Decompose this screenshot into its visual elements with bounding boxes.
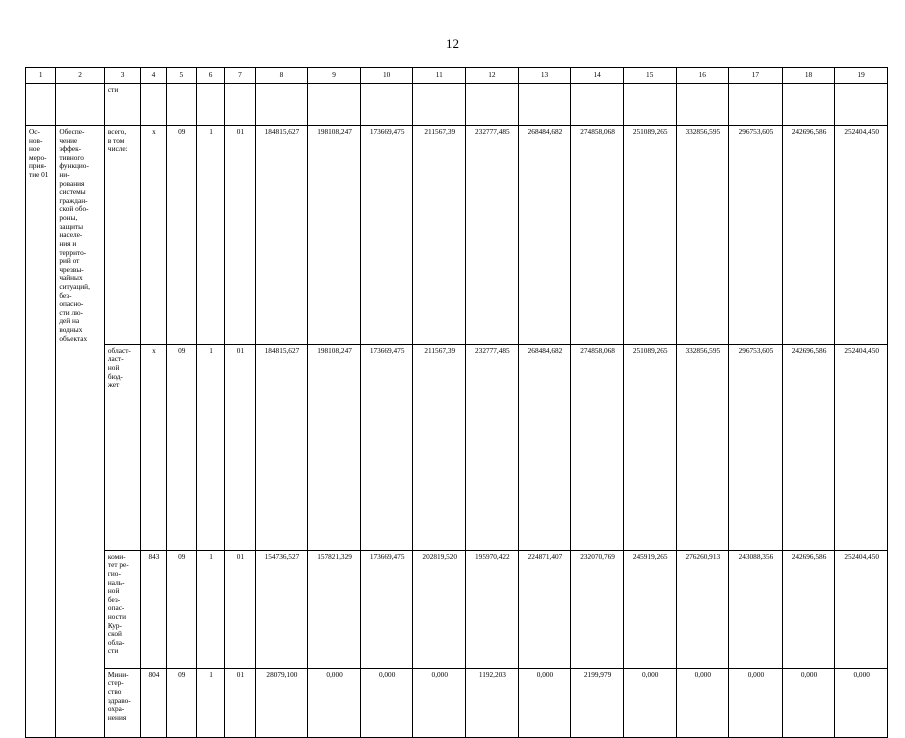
value-cell: 245919,265 bbox=[623, 550, 676, 668]
table-left-edge bbox=[25, 590, 26, 640]
value-cell: 268484,682 bbox=[518, 126, 571, 345]
value-cell: 184815,627 bbox=[255, 344, 308, 550]
table-cell bbox=[676, 84, 729, 126]
table-cell bbox=[308, 84, 361, 126]
grbs-code: x bbox=[141, 126, 166, 345]
value-cell: 154736,527 bbox=[255, 550, 308, 668]
table-cell bbox=[225, 84, 255, 126]
table-header-row bbox=[26, 68, 888, 84]
column-header: 12 bbox=[466, 68, 519, 84]
value-cell: 173669,475 bbox=[360, 550, 413, 668]
grbs-code: 843 bbox=[141, 550, 166, 668]
value-cell: 198108,247 bbox=[308, 126, 361, 345]
value-cell: 276260,913 bbox=[676, 550, 729, 668]
value-cell: 0,000 bbox=[518, 668, 571, 737]
column-header: 1 bbox=[26, 68, 56, 84]
value-cell: 251089,265 bbox=[623, 344, 676, 550]
value-cell: 296753,605 bbox=[729, 344, 783, 550]
value-cell: 242696,586 bbox=[782, 344, 835, 550]
value-cell: 184815,627 bbox=[255, 126, 308, 345]
value-cell: 0,000 bbox=[413, 668, 466, 737]
column-header: 14 bbox=[571, 68, 624, 84]
table-cell bbox=[835, 84, 888, 126]
value-cell: 211567,39 bbox=[413, 344, 466, 550]
column-header: 2 bbox=[56, 68, 105, 84]
value-cell: 202819,520 bbox=[413, 550, 466, 668]
value-cell: 242696,586 bbox=[782, 126, 835, 345]
value-cell: 274858,068 bbox=[571, 344, 624, 550]
column-header: 15 bbox=[623, 68, 676, 84]
table-row bbox=[26, 550, 888, 668]
value-cell: 232777,485 bbox=[466, 126, 519, 345]
row-label: всего, в том числе: bbox=[104, 126, 140, 345]
section-code: 09 bbox=[166, 344, 196, 550]
value-cell: 332856,595 bbox=[676, 126, 729, 345]
value-cell: 0,000 bbox=[676, 668, 729, 737]
table-cell bbox=[571, 84, 624, 126]
value-cell: 0,000 bbox=[835, 668, 888, 737]
table-cell bbox=[56, 550, 105, 668]
column-header: 4 bbox=[141, 68, 166, 84]
column-header: 11 bbox=[413, 68, 466, 84]
table-cell bbox=[782, 84, 835, 126]
table-cell bbox=[196, 84, 224, 126]
table-cell bbox=[56, 84, 105, 126]
grbs-code: 804 bbox=[141, 668, 166, 737]
table-cell bbox=[623, 84, 676, 126]
table-cell bbox=[729, 84, 783, 126]
value-cell: 274858,068 bbox=[571, 126, 624, 345]
table-cell bbox=[56, 668, 105, 737]
value-cell: 0,000 bbox=[308, 668, 361, 737]
subsection-code: 1 bbox=[196, 668, 224, 737]
value-cell: 243088,356 bbox=[729, 550, 783, 668]
value-cell: 0,000 bbox=[623, 668, 676, 737]
table-row bbox=[26, 126, 888, 345]
value-cell: 1192,203 bbox=[466, 668, 519, 737]
value-cell: 198108,247 bbox=[308, 344, 361, 550]
value-cell: 252404,450 bbox=[835, 126, 888, 345]
table-row bbox=[26, 344, 888, 550]
program-code: 01 bbox=[225, 550, 255, 668]
column-header: 7 bbox=[225, 68, 255, 84]
value-cell: 268484,682 bbox=[518, 344, 571, 550]
value-cell: 28079,100 bbox=[255, 668, 308, 737]
continuation-text: сти bbox=[104, 84, 140, 126]
table-cell bbox=[255, 84, 308, 126]
column-header: 13 bbox=[518, 68, 571, 84]
column-header: 17 bbox=[729, 68, 783, 84]
value-cell: 232777,485 bbox=[466, 344, 519, 550]
table-cell bbox=[466, 84, 519, 126]
column-header: 18 bbox=[782, 68, 835, 84]
section-code: 09 bbox=[166, 668, 196, 737]
column-header: 5 bbox=[166, 68, 196, 84]
value-cell: 252404,450 bbox=[835, 550, 888, 668]
budget-table bbox=[25, 67, 888, 738]
row-label: Мини- стер- ство здраво- охра- нения bbox=[104, 668, 140, 737]
value-cell: 224871,407 bbox=[518, 550, 571, 668]
value-cell: 157821,329 bbox=[308, 550, 361, 668]
value-cell: 252404,450 bbox=[835, 344, 888, 550]
value-cell: 211567,39 bbox=[413, 126, 466, 345]
grbs-code: x bbox=[141, 344, 166, 550]
value-cell: 195970,422 bbox=[466, 550, 519, 668]
column-header: 10 bbox=[360, 68, 413, 84]
table-row bbox=[26, 668, 888, 737]
value-cell: 2199,979 bbox=[571, 668, 624, 737]
program-code: 01 bbox=[225, 668, 255, 737]
value-cell: 251089,265 bbox=[623, 126, 676, 345]
table-cell bbox=[26, 84, 56, 126]
value-cell: 296753,605 bbox=[729, 126, 783, 345]
subsection-code: 1 bbox=[196, 550, 224, 668]
activity-description: Обеспе- чение эффек- тивного функцио- ни- рования системы граждан- ской обо- роны, защиты населе- ния и террито- рий от чрезвы- чайных ситуаций, без- опасно- сти лю- дей на водных объектах bbox=[56, 126, 105, 345]
value-cell: 0,000 bbox=[782, 668, 835, 737]
value-cell: 173669,475 bbox=[360, 126, 413, 345]
table-cell bbox=[413, 84, 466, 126]
row-label: коми- тет ре- гио- наль- ной без- опас- ности Кур- ской обла- сти bbox=[104, 550, 140, 668]
program-code: 01 bbox=[225, 344, 255, 550]
subsection-code: 1 bbox=[196, 126, 224, 345]
value-cell: 0,000 bbox=[360, 668, 413, 737]
value-cell: 0,000 bbox=[729, 668, 783, 737]
table-cell bbox=[141, 84, 166, 126]
table-cell bbox=[518, 84, 571, 126]
column-header: 3 bbox=[104, 68, 140, 84]
value-cell: 242696,586 bbox=[782, 550, 835, 668]
table-cell bbox=[166, 84, 196, 126]
activity-name: Ос- нов- ное меро- прия- тие 01 bbox=[26, 126, 56, 738]
value-cell: 232070,769 bbox=[571, 550, 624, 668]
column-header: 9 bbox=[308, 68, 361, 84]
column-header: 6 bbox=[196, 68, 224, 84]
continuation-row bbox=[26, 84, 888, 126]
page-number: 12 bbox=[446, 36, 459, 51]
value-cell: 173669,475 bbox=[360, 344, 413, 550]
program-code: 01 bbox=[225, 126, 255, 345]
value-cell: 332856,595 bbox=[676, 344, 729, 550]
section-code: 09 bbox=[166, 126, 196, 345]
section-code: 09 bbox=[166, 550, 196, 668]
table-cell bbox=[360, 84, 413, 126]
row-label: област- ласт- ной бюд- жет bbox=[104, 344, 140, 550]
column-header: 16 bbox=[676, 68, 729, 84]
table-cell bbox=[56, 344, 105, 550]
column-header: 19 bbox=[835, 68, 888, 84]
subsection-code: 1 bbox=[196, 344, 224, 550]
column-header: 8 bbox=[255, 68, 308, 84]
